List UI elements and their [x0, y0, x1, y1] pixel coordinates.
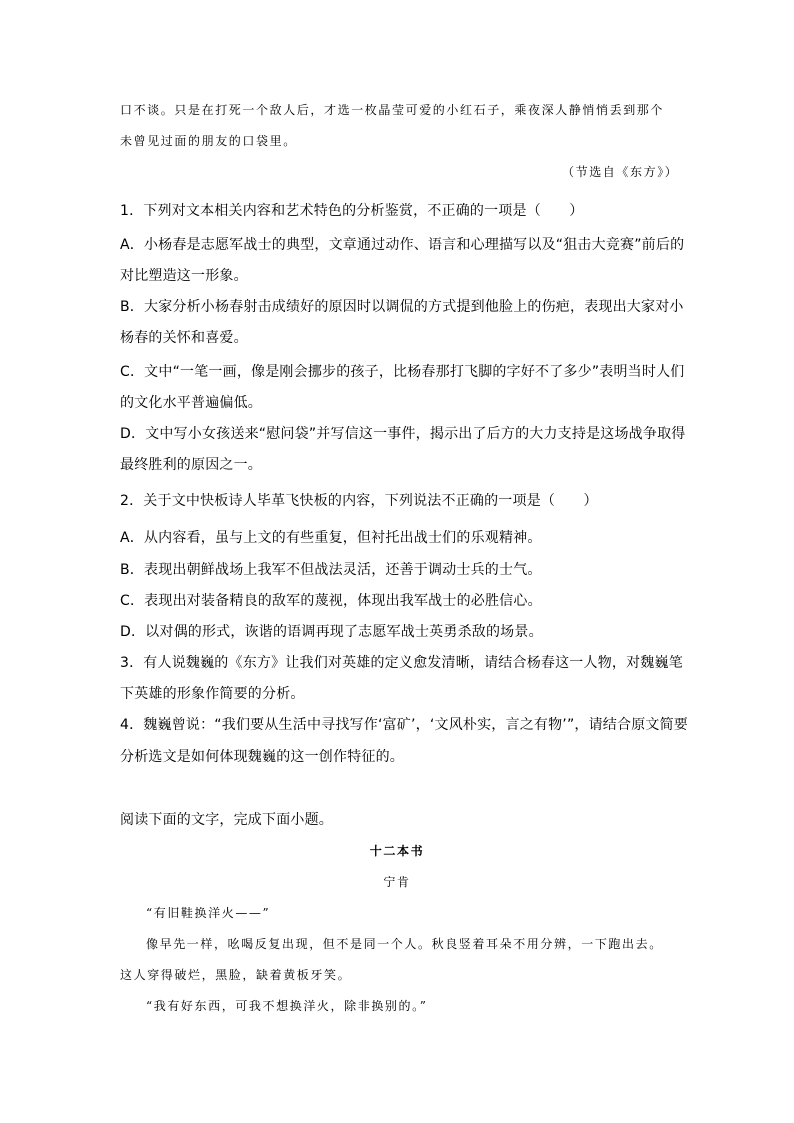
question-4-line-1: 4．魏巍曾说：“我们要从生活中寻找写作‘富矿’，‘文风朴实，言之有物’”，请结合原文简要 [120, 717, 689, 733]
passage-line-2: 未曾见过面的朋友的口袋里。 [120, 134, 297, 148]
question-2-option-a: A．从内容看，虽与上文的有些重复，但衬托出战士们的乐观精神。 [120, 530, 542, 546]
question-2-stem: 2．关于文中快板诗人毕革飞快板的内容，下列说法不正确的一项是（ ） [120, 493, 598, 509]
question-1-option-b-line-2: 杨春的关怀和喜爱。 [120, 330, 248, 346]
story-paragraph-2-line-2: 这人穿得破烂，黑脸，缺着黄板牙笑。 [120, 968, 352, 982]
passage-line-1: 口不谈。只是在打死一个敌人后，才选一枚晶莹可爱的小红石子，乘夜深人静悄悄丢到那个 [120, 103, 665, 117]
question-2-option-d: D．以对偶的形式，诙谐的语调再现了志愿军战士英勇杀敌的场景。 [120, 624, 543, 640]
story-paragraph-3: “我有好东西，可我不想换洋火，除非换别的。” [146, 999, 428, 1013]
question-1-option-b-line-1: B．大家分析小杨春射击成绩好的原因时以调侃的方式提到他脸上的伤疤，表现出大家对小 [120, 299, 684, 315]
story-paragraph-1: “有旧鞋换洋火——” [146, 906, 271, 920]
reading-instruction: 阅读下面的文字，完成下面小题。 [120, 812, 333, 828]
question-4-line-2: 分析选文是如何体现魏巍的这一创作特征的。 [120, 749, 404, 765]
question-1-stem: 1．下列对文本相关内容和艺术特色的分析鉴赏，不正确的一项是（ ） [120, 203, 584, 219]
question-1-option-c-line-1: C．文中“一笔一画，像是刚会挪步的孩子，比杨春那打飞脚的字好不了多少”表明当时人们 [120, 364, 685, 380]
story-author: 宁肯 [383, 875, 411, 889]
question-1-option-a-line-1: A．小杨春是志愿军战士的典型，文章通过动作、语言和心理描写以及“狙击大竞赛”前后的 [120, 237, 685, 253]
question-3-line-1: 3．有人说魏巍的《东方》让我们对英雄的定义愈发清晰，请结合杨春这一人物，对魏巍笔 [120, 655, 683, 671]
question-2-option-b: B．表现出朝鲜战场上我军不但战法灵活，还善于调动士兵的士气。 [120, 562, 542, 578]
story-paragraph-2-line-1: 像早先一样，吆喝反复出现，但不是同一个人。秋良竖着耳朵不用分辨，一下跑出去。 [146, 937, 663, 951]
question-2-option-c: C．表现出对装备精良的敌军的蔑视，体现出我军战士的必胜信心。 [120, 593, 542, 609]
question-3-line-2: 下英雄的形象作简要的分析。 [120, 686, 305, 702]
passage-source: （节选自《东方》） [562, 165, 679, 179]
story-title: 十二本书 [369, 844, 425, 858]
question-1-option-d-line-2: 最终胜利的原因之一。 [120, 457, 262, 473]
question-1-option-a-line-2: 对比塑造这一形象。 [120, 268, 248, 284]
question-1-option-c-line-2: 的文化水平普遍偏低。 [120, 395, 262, 411]
question-1-option-d-line-1: D．文中写小女孩送来“慰问袋”并写信这一事件，揭示出了后方的大力支持是这场战争取得 [120, 426, 686, 442]
